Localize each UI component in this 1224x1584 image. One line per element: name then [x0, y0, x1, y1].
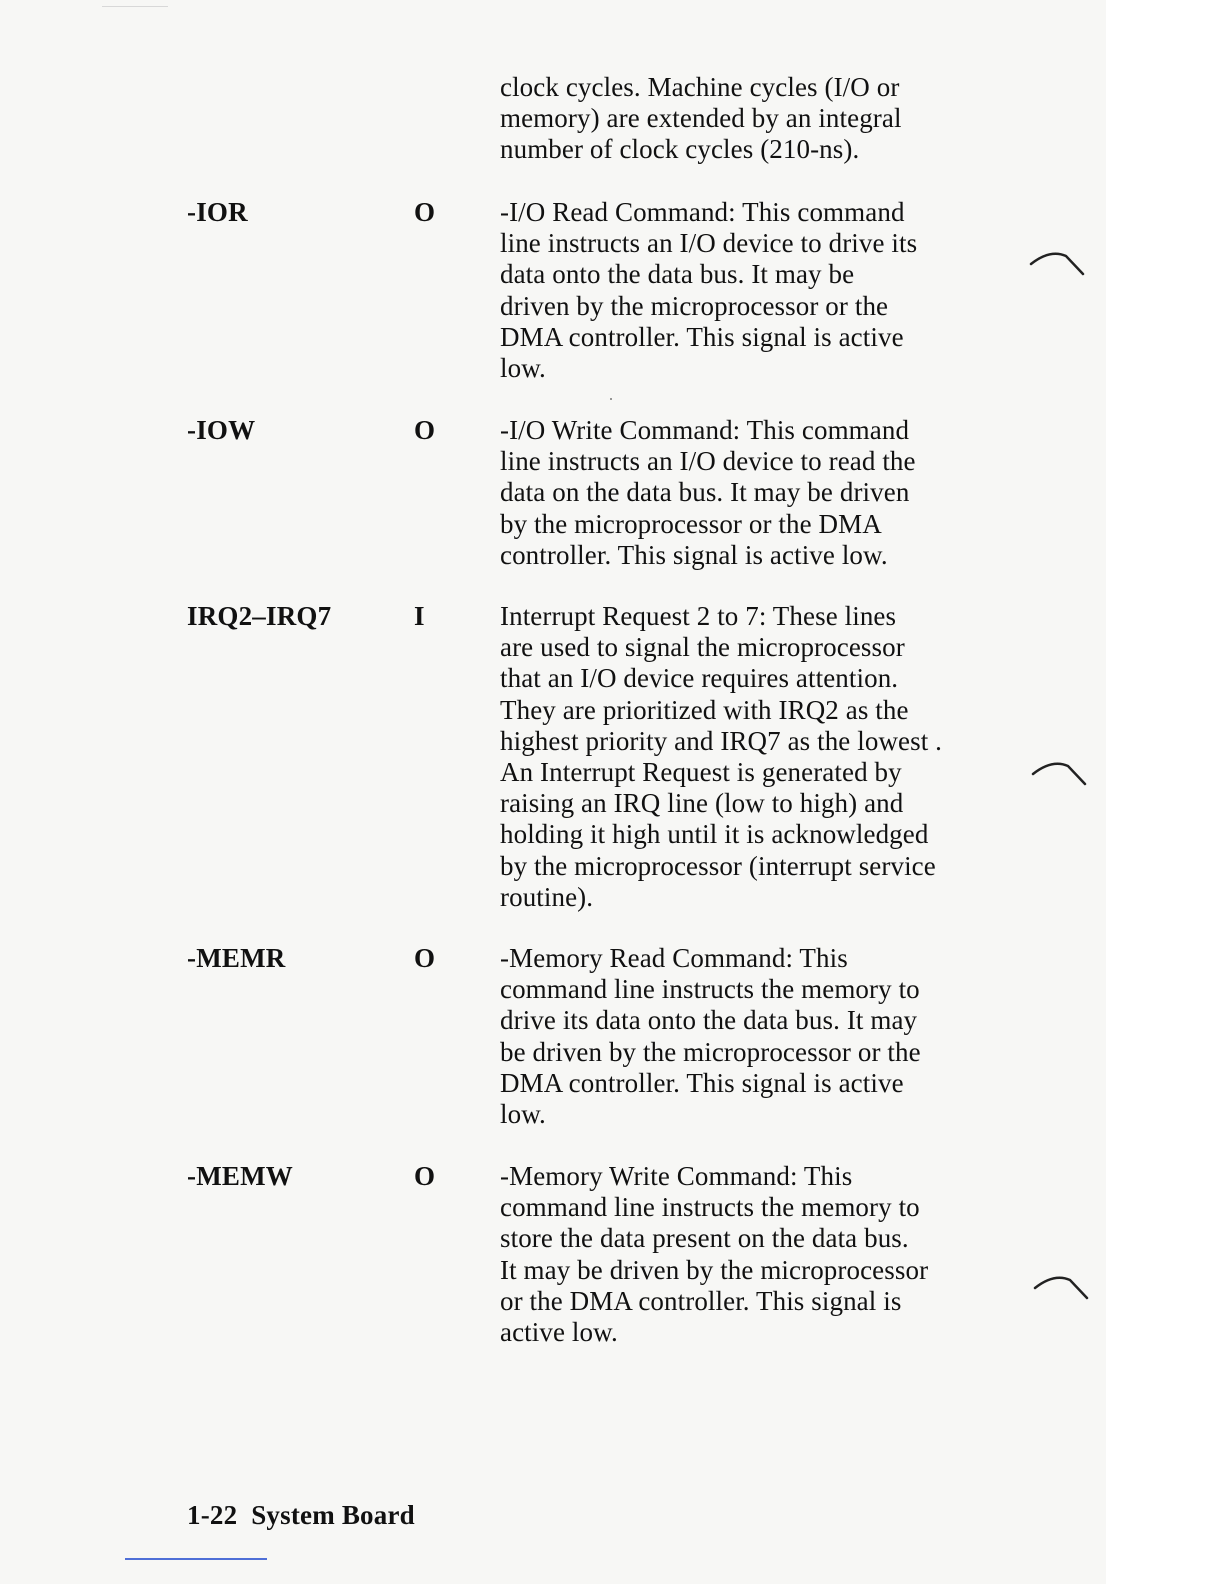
signal-description-memr — [500, 943, 1000, 1130]
signal-io-type: O — [414, 197, 436, 227]
description-line: are used to signal the microprocessor — [500, 632, 905, 663]
signal-name-iow: -IOW — [187, 415, 256, 445]
binding-arc-icon — [1030, 758, 1088, 788]
continued-description — [500, 72, 1000, 166]
footer-rule — [125, 1558, 267, 1560]
section-title: System Board — [251, 1500, 415, 1530]
signal-io-type: I — [414, 601, 425, 631]
description-line: -Memory Read Command: This — [500, 943, 848, 973]
signal-name-ior: -IOR — [187, 197, 248, 227]
signal-description-ior — [500, 197, 1000, 384]
description-line: They are prioritized with IRQ2 as the — [500, 694, 909, 725]
description-line: by the microprocessor (interrupt service — [500, 850, 936, 881]
description-line: It may be driven by the microprocessor — [500, 1254, 929, 1285]
description-line: holding it high until it is acknowledged — [500, 819, 929, 850]
description-line: line instructs an I/O device to drive its — [500, 228, 918, 259]
signal-description-memw — [500, 1161, 1000, 1348]
scan-dot — [610, 398, 612, 400]
description-line: command line instructs the memory to — [500, 974, 920, 1005]
signal-name-memw: -MEMW — [187, 1161, 293, 1191]
signal-io-type: O — [414, 943, 436, 973]
signal-description-irq — [500, 601, 1000, 913]
description-line: DMA controller. This signal is active — [500, 321, 904, 352]
description-line: data onto the data bus. It may be — [500, 259, 855, 290]
description-line: raising an IRQ line (low to high) and — [500, 788, 904, 819]
page-footer — [187, 1500, 415, 1531]
paper-edge — [1106, 0, 1224, 1584]
description-line: DMA controller. This signal is active — [500, 1067, 904, 1098]
signal-name-memr: -MEMR — [187, 943, 286, 973]
description-line: low. — [500, 1099, 546, 1130]
description-line: line instructs an I/O device to read the — [500, 446, 916, 477]
description-line: memory) are extended by an integral — [500, 103, 902, 134]
signal-name-irq: IRQ2–IRQ7 — [187, 601, 332, 631]
description-line: number of clock cycles (210-ns). — [500, 134, 860, 165]
signal-io-type: O — [414, 415, 436, 445]
description-line: -I/O Write Command: This command — [500, 415, 910, 445]
description-line: store the data present on the data bus. — [500, 1223, 909, 1254]
description-line: controller. This signal is active low. — [500, 539, 888, 570]
description-line: active low. — [500, 1317, 618, 1348]
description-line: by the microprocessor or the DMA — [500, 508, 882, 539]
description-line: An Interrupt Request is generated by — [500, 757, 902, 788]
description-line: low. — [500, 353, 546, 384]
description-line: or the DMA controller. This signal is — [500, 1285, 902, 1316]
description-line: clock cycles. Machine cycles (I/O or — [500, 72, 900, 102]
scan-mark — [102, 6, 168, 7]
description-line: be driven by the microprocessor or the — [500, 1036, 921, 1067]
description-line: data on the data bus. It may be driven — [500, 477, 910, 508]
binding-arc-icon — [1028, 248, 1086, 278]
description-line: command line instructs the memory to — [500, 1192, 920, 1223]
description-line: drive its data onto the data bus. It may — [500, 1005, 918, 1036]
signal-io-type: O — [414, 1161, 436, 1191]
description-line: -Memory Write Command: This — [500, 1161, 853, 1191]
description-line: -I/O Read Command: This command — [500, 197, 905, 227]
binding-arc-icon — [1032, 1272, 1090, 1302]
description-line: routine). — [500, 881, 594, 912]
description-line: highest priority and IRQ7 as the lowest . — [500, 725, 943, 756]
description-line: Interrupt Request 2 to 7: These lines — [500, 601, 897, 631]
page-number: 1-22 — [187, 1500, 238, 1530]
signal-description-iow — [500, 415, 1000, 571]
description-line: that an I/O device requires attention. — [500, 663, 899, 694]
description-line: driven by the microprocessor or the — [500, 290, 889, 321]
